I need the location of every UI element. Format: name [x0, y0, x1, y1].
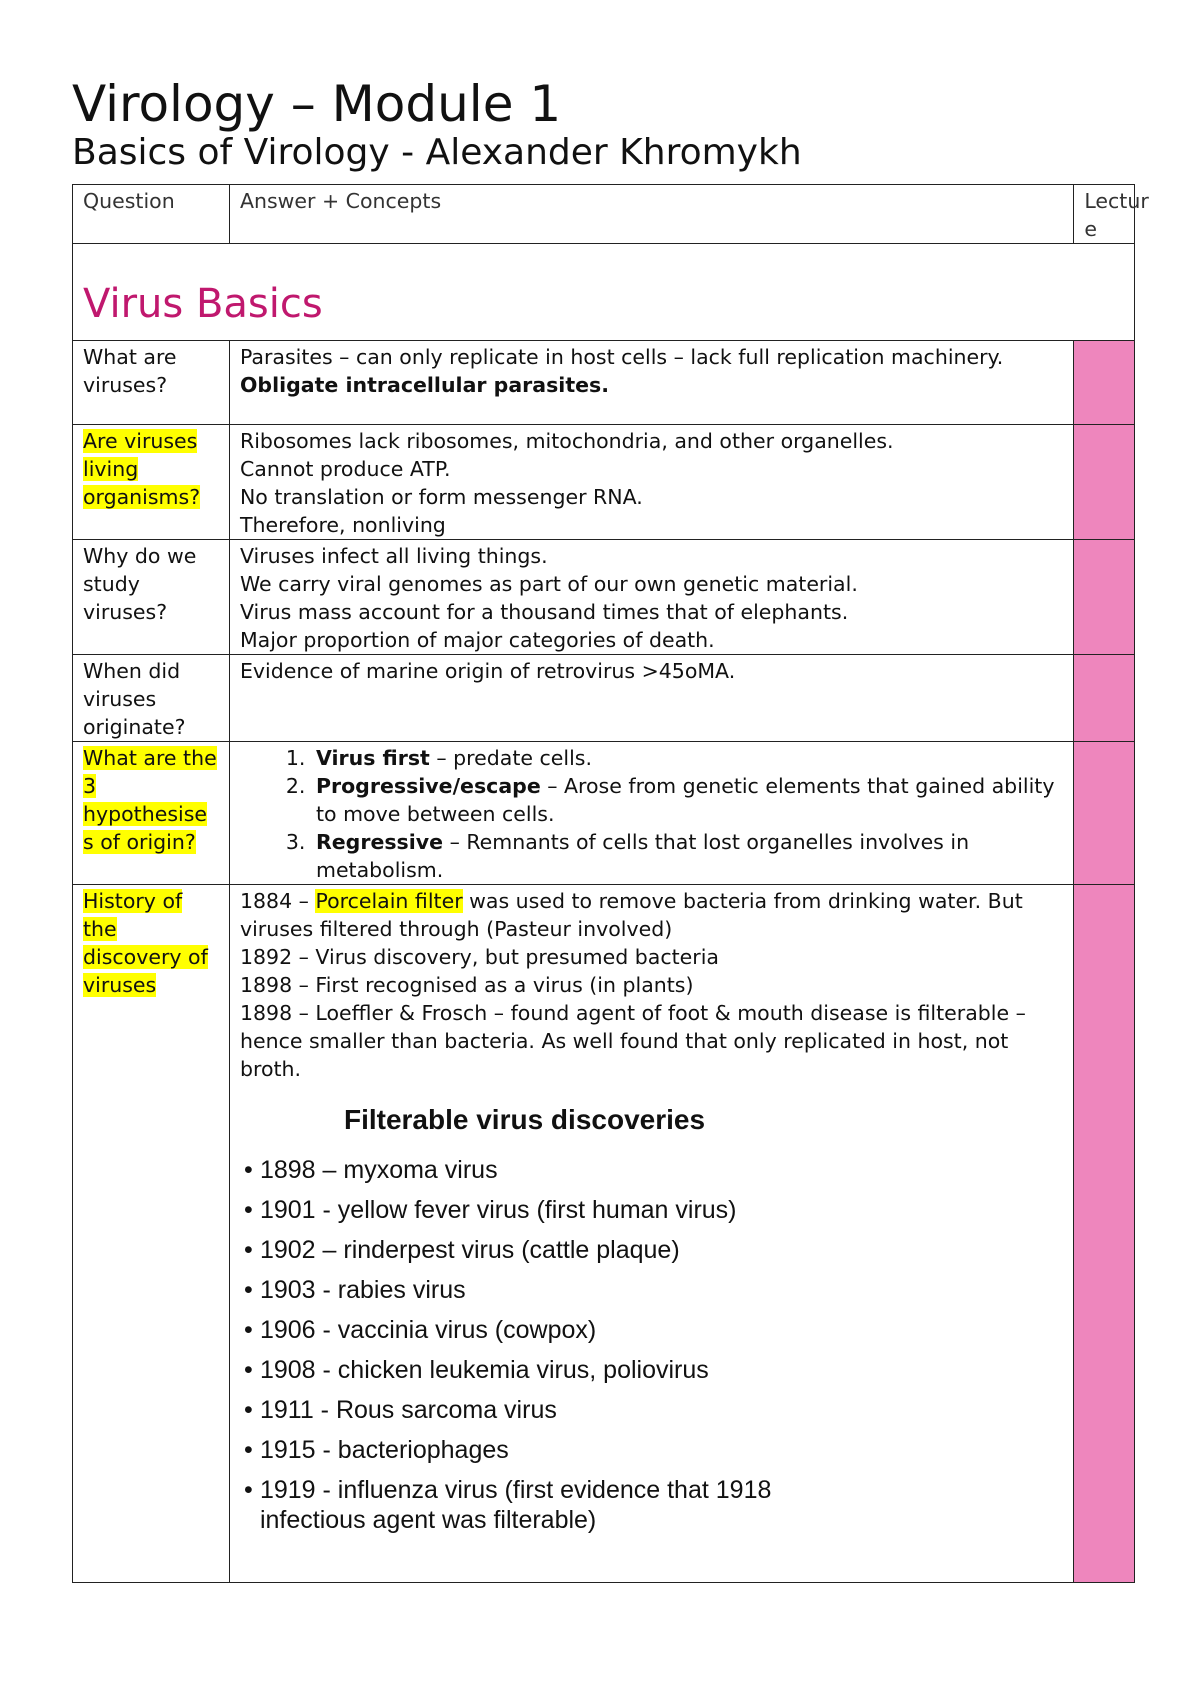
answer-line: 1898 – Loeffler & Frosch – found agent of foot & mouth disease is filterable – hence smaller than bacteria. As well found that only replicated in host, not broth. — [239, 1001, 1026, 1081]
list-item: • 1908 - chicken leukemia virus, poliovirus — [243, 1356, 709, 1384]
item-term: Virus first — [315, 746, 430, 770]
bullet-icon: • — [243, 1356, 253, 1384]
highlighted-term: Porcelain filter — [315, 889, 463, 913]
document-page — [72, 75, 1149, 1583]
figure-title: Filterable virus discoveries — [343, 1104, 706, 1135]
answer-cell — [229, 885, 1073, 1583]
answer-line: Virus mass account for a thousand times that of elephants. — [239, 600, 849, 624]
table-row — [73, 540, 1135, 655]
answer-cell — [229, 655, 1073, 742]
list-item: • 1911 - Rous sarcoma virus — [243, 1396, 557, 1424]
answer-line: No translation or form messenger RNA. — [239, 485, 643, 509]
bullet-icon: • — [243, 1316, 253, 1344]
lecture-cell — [1074, 540, 1135, 655]
answer-cell — [229, 540, 1073, 655]
list-item: • 1906 - vaccinia virus (cowpox) — [243, 1316, 597, 1344]
table-row — [73, 655, 1135, 742]
answer-cell — [229, 742, 1073, 885]
lecture-cell — [1074, 885, 1135, 1583]
embedded-figure — [240, 1103, 1063, 1535]
highlighted-question: History of the discovery of viruses — [83, 889, 208, 997]
lecture-cell — [1074, 341, 1135, 425]
answer-line: Cannot produce ATP. — [239, 457, 451, 481]
answer-line: Ribosomes lack ribosomes, mitochondria, and other organelles. — [239, 429, 894, 453]
item-term: Regressive — [315, 830, 444, 854]
question-cell: When did viruses originate? — [73, 655, 230, 742]
question-cell — [73, 742, 230, 885]
bullet-icon: • — [243, 1196, 253, 1224]
answer-line: Therefore, nonliving — [239, 513, 446, 537]
list-item: • 1915 - bacteriophages — [243, 1436, 509, 1464]
page-subtitle: Basics of Virology - Alexander Khromykh — [72, 132, 802, 173]
lecture-cell — [1074, 742, 1135, 885]
list-item: • 1898 – myxoma virus — [243, 1156, 498, 1184]
bullet-icon: • — [243, 1276, 253, 1304]
list-item: • 1903 - rabies virus — [243, 1276, 466, 1304]
table-row — [73, 742, 1135, 885]
notes-table — [72, 184, 1149, 1583]
list-item — [312, 828, 1063, 884]
answer-line: Viruses infect all living things. — [239, 544, 548, 568]
list-item: • 1902 – rinderpest virus (cattle plaque) — [243, 1236, 680, 1264]
answer-line: We carry viral genomes as part of our own genetic material. — [239, 572, 858, 596]
item-text: – predate cells. — [429, 746, 592, 770]
section-row — [73, 244, 1135, 341]
answer-cell — [229, 341, 1073, 425]
highlighted-question: Are viruses living organisms? — [83, 429, 201, 509]
item-text: – Arose from genetic elements that gained ability to move between cells. — [315, 774, 1055, 826]
question-cell — [73, 425, 230, 540]
lecture-cell — [1074, 425, 1135, 540]
answer-text: was used to remove bacteria from drinking water. But viruses filtered through (Pasteur involved) — [239, 889, 1023, 941]
item-text: – Remnants of cells that lost organelles involves in metabolism. — [315, 830, 970, 882]
answer-line: 1892 – Virus discovery, but presumed bacteria — [239, 945, 719, 969]
list-item: • 1919 - influenza virus (first evidence that 1918 infectious agent was filterable) — [243, 1476, 772, 1534]
list-item — [312, 772, 1063, 828]
table-row — [73, 425, 1135, 540]
answer-text: Parasites – can only replicate in host cells – lack full replication machinery. — [239, 345, 1004, 369]
answer-cell — [229, 425, 1073, 540]
answer-line — [240, 887, 1063, 943]
bullet-icon: • — [243, 1436, 253, 1464]
bullet-icon: • — [243, 1396, 253, 1424]
page-title: Virology – Module 1 — [72, 75, 562, 133]
lecture-cell — [1074, 655, 1135, 742]
answer-line: Major proportion of major categories of death. — [239, 628, 715, 652]
table-header-row — [73, 185, 1135, 244]
bullet-icon: • — [243, 1476, 253, 1504]
figure-list — [240, 1155, 1063, 1535]
header-lecture: Lectur e — [1074, 185, 1135, 244]
list-item — [312, 744, 1063, 772]
bullet-icon: • — [243, 1236, 253, 1264]
answer-bold: Obligate intracellular parasites. — [239, 373, 610, 397]
table-row — [73, 885, 1135, 1583]
header-answer: Answer + Concepts — [229, 185, 1073, 244]
header-question: Question — [73, 185, 230, 244]
question-cell: What are viruses? — [73, 341, 230, 425]
item-term: Progressive/escape — [315, 774, 541, 798]
question-cell: Why do we study viruses? — [73, 540, 230, 655]
highlighted-question: What are the 3 hypothesise s of origin? — [83, 746, 217, 854]
bullet-icon: • — [243, 1156, 253, 1184]
answer-line: 1898 – First recognised as a virus (in plants) — [239, 973, 694, 997]
section-title: Virus Basics — [83, 281, 323, 327]
table-row — [73, 341, 1135, 425]
list-item: • 1901 - yellow fever virus (first human virus) — [243, 1196, 737, 1224]
answer-text: 1884 – — [239, 889, 316, 913]
hypotheses-list — [240, 744, 1063, 884]
answer-line: Evidence of marine origin of retrovirus >45oMA. — [239, 659, 736, 683]
question-cell — [73, 885, 230, 1583]
